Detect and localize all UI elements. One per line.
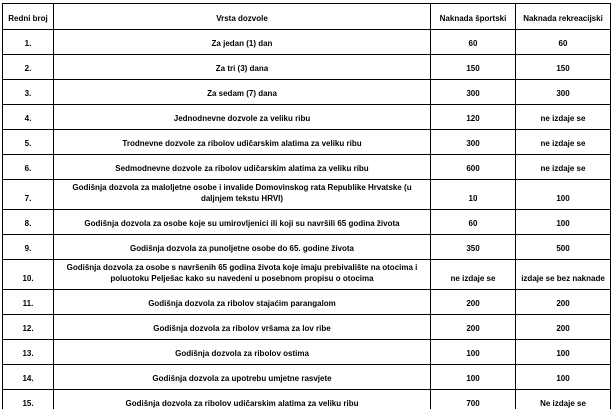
cell-sport-fee: 300: [431, 80, 516, 105]
cell-ordinal-number: 9.: [3, 235, 54, 260]
cell-license-type: Godišnja dozvola za osobe s navršenih 65 godina života koje imaju prebivalište na otocima i poluotoku Pelješac kako su navedeni u posebnom propisu o otocima: [54, 260, 431, 290]
table-row: [3, 365, 611, 390]
cell-sport-fee: 120: [431, 105, 516, 130]
cell-ordinal-number: 2.: [3, 55, 54, 80]
cell-ordinal-number: 7.: [3, 180, 54, 210]
cell-ordinal-number: 13.: [3, 340, 54, 365]
cell-recreational-fee: 100: [516, 210, 611, 235]
cell-sport-fee: 200: [431, 315, 516, 340]
cell-license-type: Sedmodnevne dozvole za ribolov udičarskim alatima za veliku ribu: [54, 155, 431, 180]
cell-ordinal-number: 5.: [3, 130, 54, 155]
cell-license-type: Godišnja dozvola za ribolov udičarskim alatima za veliku ribu: [54, 390, 431, 409]
cell-sport-fee: 350: [431, 235, 516, 260]
cell-ordinal-number: 12.: [3, 315, 54, 340]
cell-recreational-fee: 300: [516, 80, 611, 105]
table-row: [3, 105, 611, 130]
cell-license-type: Za tri (3) dana: [54, 55, 431, 80]
cell-sport-fee: 60: [431, 30, 516, 55]
table-row: [3, 315, 611, 340]
cell-sport-fee: ne izdaje se: [431, 260, 516, 290]
cell-recreational-fee: 60: [516, 30, 611, 55]
table-row: [3, 235, 611, 260]
cell-recreational-fee: 100: [516, 365, 611, 390]
cell-license-type: Godišnja dozvola za ribolov ostima: [54, 340, 431, 365]
cell-sport-fee: 100: [431, 365, 516, 390]
cell-license-type: Trodnevne dozvole za ribolov udičarskim alatima za veliku ribu: [54, 130, 431, 155]
cell-recreational-fee: ne izdaje se: [516, 105, 611, 130]
cell-sport-fee: 150: [431, 55, 516, 80]
table-row: [3, 130, 611, 155]
cell-ordinal-number: 8.: [3, 210, 54, 235]
cell-recreational-fee: 200: [516, 290, 611, 315]
cell-sport-fee: 600: [431, 155, 516, 180]
cell-license-type: Godišnja dozvola za osobe koje su umirovljenici ili koji su navršili 65 godina života: [54, 210, 431, 235]
cell-recreational-fee: 500: [516, 235, 611, 260]
cell-license-type: Godišnja dozvola za ribolov vršama za lov ribe: [54, 315, 431, 340]
cell-ordinal-number: 4.: [3, 105, 54, 130]
cell-license-type: Godišnja dozvola za ribolov stajaćim parangalom: [54, 290, 431, 315]
table-row: [3, 155, 611, 180]
cell-license-type: Za jedan (1) dan: [54, 30, 431, 55]
table-row: [3, 260, 611, 290]
table-row: [3, 180, 611, 210]
cell-sport-fee: 200: [431, 290, 516, 315]
table-row: [3, 340, 611, 365]
cell-sport-fee: 60: [431, 210, 516, 235]
cell-recreational-fee: 200: [516, 315, 611, 340]
cell-recreational-fee: 100: [516, 340, 611, 365]
cell-ordinal-number: 1.: [3, 30, 54, 55]
cell-ordinal-number: 14.: [3, 365, 54, 390]
cell-sport-fee: 300: [431, 130, 516, 155]
table-row: [3, 210, 611, 235]
table-row: [3, 30, 611, 55]
table-header-row: [3, 4, 611, 30]
cell-recreational-fee: 100: [516, 180, 611, 210]
table-row: [3, 80, 611, 105]
cell-recreational-fee: ne izdaje se: [516, 130, 611, 155]
column-header-naknada-sportski: Naknada športski: [431, 4, 516, 30]
license-fee-table: [2, 3, 611, 409]
cell-recreational-fee: ne izdaje se: [516, 155, 611, 180]
cell-ordinal-number: 6.: [3, 155, 54, 180]
table-row: [3, 290, 611, 315]
cell-license-type: Za sedam (7) dana: [54, 80, 431, 105]
cell-license-type: Godišnja dozvola za maloljetne osobe i invalide Domovinskog rata Republike Hrvatske (u daljnjem tekstu HRVI): [54, 180, 431, 210]
cell-recreational-fee: izdaje se bez naknade: [516, 260, 611, 290]
cell-license-type: Jednodnevne dozvole za veliku ribu: [54, 105, 431, 130]
table-row: [3, 390, 611, 409]
column-header-naknada-rekreacijski: Naknada rekreacijski: [516, 4, 611, 30]
table-row: [3, 55, 611, 80]
cell-recreational-fee: Ne izdaje se: [516, 390, 611, 409]
column-header-vrsta-dozvole: Vrsta dozvole: [54, 4, 431, 30]
table-body: [3, 30, 611, 409]
cell-ordinal-number: 10.: [3, 260, 54, 290]
column-header-redni-broj: Redni broj: [3, 4, 54, 30]
cell-ordinal-number: 15.: [3, 390, 54, 409]
cell-sport-fee: 10: [431, 180, 516, 210]
cell-license-type: Godišnja dozvola za upotrebu umjetne rasvjete: [54, 365, 431, 390]
cell-sport-fee: 100: [431, 340, 516, 365]
cell-ordinal-number: 3.: [3, 80, 54, 105]
cell-recreational-fee: 150: [516, 55, 611, 80]
cell-ordinal-number: 11.: [3, 290, 54, 315]
cell-sport-fee: 700: [431, 390, 516, 409]
cell-license-type: Godišnja dozvola za punoljetne osobe do 65. godine života: [54, 235, 431, 260]
